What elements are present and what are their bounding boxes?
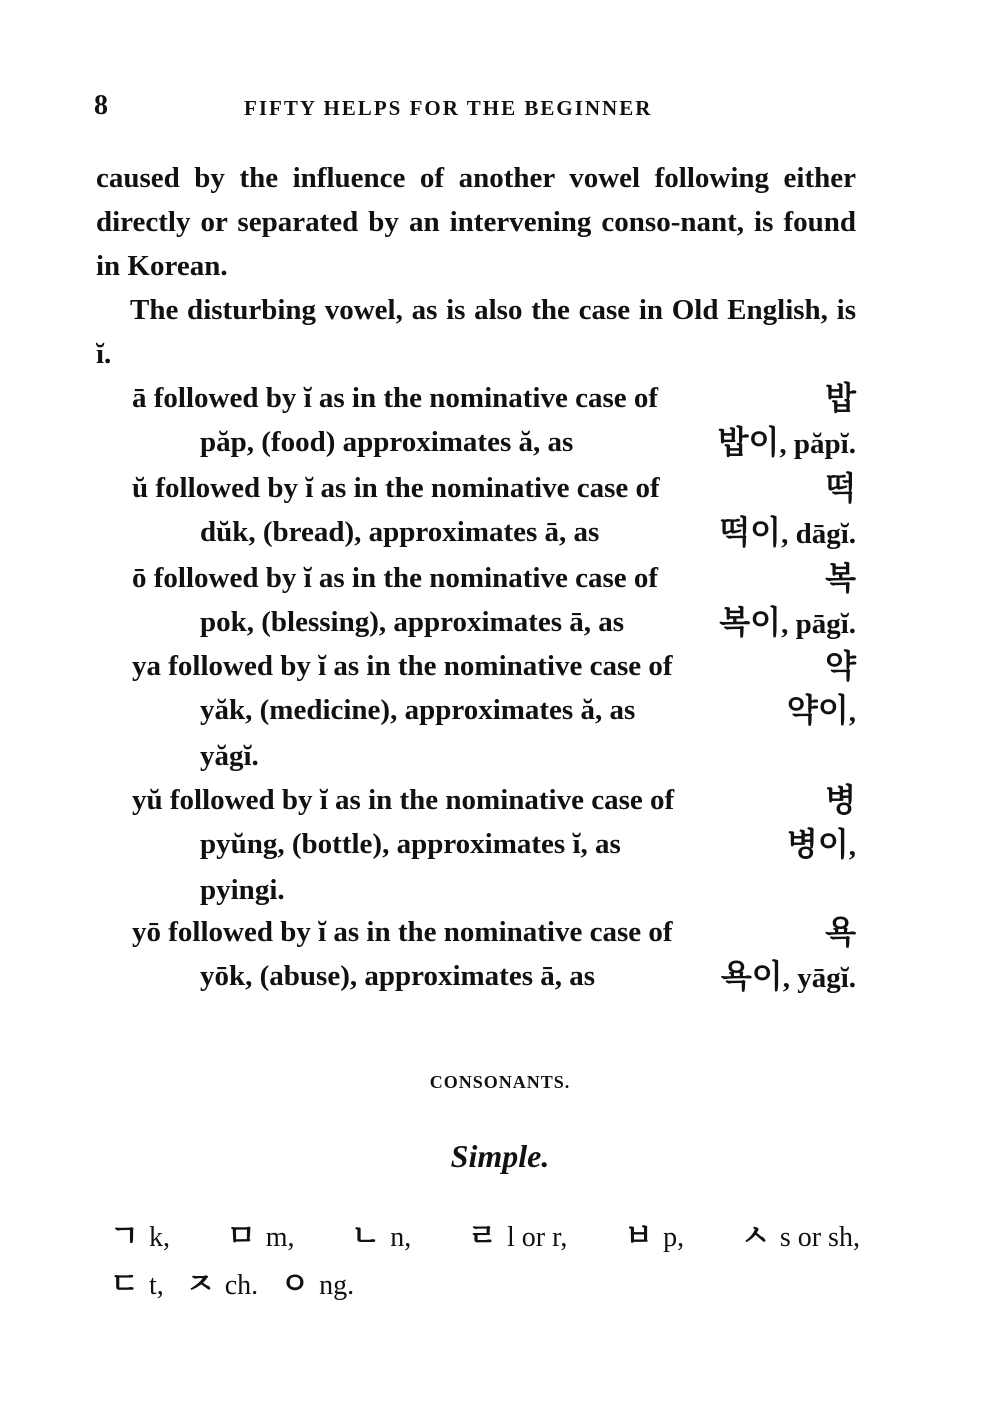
entry-hangul-nominative: 복이 bbox=[719, 603, 782, 641]
consonant-romanization: t, bbox=[148, 1270, 164, 1301]
entry-result: , pāgĭ. bbox=[781, 608, 856, 640]
entry-rule-text: ō followed by ĭ as in the nominative case of bbox=[132, 562, 659, 594]
entry-hangul-word: 약 bbox=[825, 647, 856, 685]
entry-hangul-nominative: 약이 bbox=[786, 691, 849, 729]
consonant-romanization: m, bbox=[265, 1222, 295, 1253]
vowel-entry-yu bbox=[132, 778, 856, 912]
consonant-romanization: k, bbox=[148, 1222, 170, 1253]
consonant-item bbox=[468, 1214, 567, 1261]
consonant-item bbox=[110, 1262, 164, 1309]
consonant-glyph: ㅁ bbox=[226, 1219, 256, 1254]
entry-rule-text: yŭ followed by ĭ as in the nominative case of bbox=[132, 784, 675, 816]
page-header bbox=[94, 90, 854, 126]
entry-example-text: dŭk, (bread), approximates ā, as bbox=[200, 516, 600, 548]
paragraph-disturbing-vowel: The disturbing vowel, as is also the case in Old English, is ĭ. bbox=[96, 294, 856, 370]
entry-example-text: păp, (food) approximates ă, as bbox=[200, 426, 574, 458]
consonant-glyph: ㅅ bbox=[740, 1219, 770, 1254]
entry-result: , păpĭ. bbox=[779, 428, 856, 460]
vowel-entry-a bbox=[132, 376, 856, 466]
entry-example-text: yōk, (abuse), approximates ā, as bbox=[200, 960, 596, 992]
entry-result-line: pyingi. bbox=[200, 874, 285, 906]
entry-example-text: pyŭng, (bottle), approximates ĭ, as bbox=[200, 828, 621, 860]
consonant-list-line-1 bbox=[110, 1214, 860, 1261]
section-subheading: Simple. bbox=[450, 1138, 550, 1174]
entry-rule-text: ŭ followed by ĭ as in the nominative case of bbox=[132, 472, 660, 504]
running-title: FIFTY HELPS FOR THE BEGINNER bbox=[244, 96, 653, 120]
consonant-romanization: ng. bbox=[319, 1270, 355, 1301]
consonant-glyph: ㄱ bbox=[110, 1219, 139, 1254]
entry-hangul-nominative: 떡이 bbox=[719, 513, 782, 551]
consonant-list-line-2 bbox=[110, 1262, 860, 1309]
vowel-entry-o bbox=[132, 556, 856, 646]
entry-result: , bbox=[848, 830, 856, 862]
paragraph-continuation: caused by the influence of another vowel following either directly or separated by an intervening conso-nant, is found in Korean. bbox=[96, 162, 856, 282]
entry-result: , bbox=[848, 696, 856, 728]
consonant-romanization: ch. bbox=[224, 1270, 259, 1301]
entry-example-text: yăk, (medicine), approximates ă, as bbox=[200, 694, 636, 726]
entry-result: , dāgĭ. bbox=[781, 518, 856, 550]
entry-hangul-word: 병 bbox=[825, 781, 856, 819]
entry-hangul-word: 밥 bbox=[825, 379, 856, 417]
entry-example-text: pok, (blessing), approximates ā, as bbox=[200, 606, 625, 638]
entry-hangul-word: 복 bbox=[825, 559, 856, 597]
entry-rule-text: ya followed by ĭ as in the nominative case of bbox=[132, 650, 673, 682]
section-heading: CONSONANTS. bbox=[429, 1072, 571, 1092]
consonant-romanization: n, bbox=[390, 1222, 412, 1253]
page-number: 8 bbox=[94, 90, 108, 121]
vowel-entry-u bbox=[132, 466, 856, 556]
consonant-item bbox=[110, 1214, 170, 1261]
entry-result: , yāgĭ. bbox=[782, 962, 856, 994]
entry-result-line: yăgĭ. bbox=[200, 740, 259, 772]
consonant-romanization: s or sh, bbox=[779, 1222, 860, 1253]
consonant-glyph: ㄴ bbox=[351, 1219, 381, 1254]
vowel-entry-ya bbox=[132, 644, 856, 778]
entry-hangul-nominative: 욕이 bbox=[720, 957, 783, 995]
consonant-glyph: ㅈ bbox=[185, 1267, 215, 1302]
vowel-entry-yo bbox=[132, 910, 856, 1000]
consonant-glyph: ㅇ bbox=[280, 1267, 310, 1302]
entry-hangul-nominative: 병이 bbox=[786, 825, 849, 863]
entry-hangul-nominative: 밥이 bbox=[717, 423, 780, 461]
entry-rule-text: yō followed by ĭ as in the nominative case of bbox=[132, 916, 673, 948]
consonant-item bbox=[741, 1214, 860, 1261]
consonant-romanization: l or r, bbox=[507, 1222, 568, 1253]
entry-hangul-word: 떡 bbox=[825, 469, 856, 507]
entry-rule-text: ā followed by ĭ as in the nominative case of bbox=[132, 382, 659, 414]
consonant-glyph: ㄷ bbox=[110, 1267, 139, 1302]
consonant-item bbox=[227, 1214, 295, 1261]
consonant-item bbox=[280, 1262, 354, 1309]
consonant-glyph: ㄹ bbox=[468, 1219, 498, 1254]
consonant-item bbox=[624, 1214, 684, 1261]
entry-hangul-word: 욕 bbox=[825, 913, 856, 951]
consonant-item bbox=[351, 1214, 411, 1261]
consonant-romanization: p, bbox=[663, 1222, 685, 1253]
consonant-glyph: ㅂ bbox=[624, 1219, 654, 1254]
consonant-item bbox=[186, 1262, 258, 1309]
